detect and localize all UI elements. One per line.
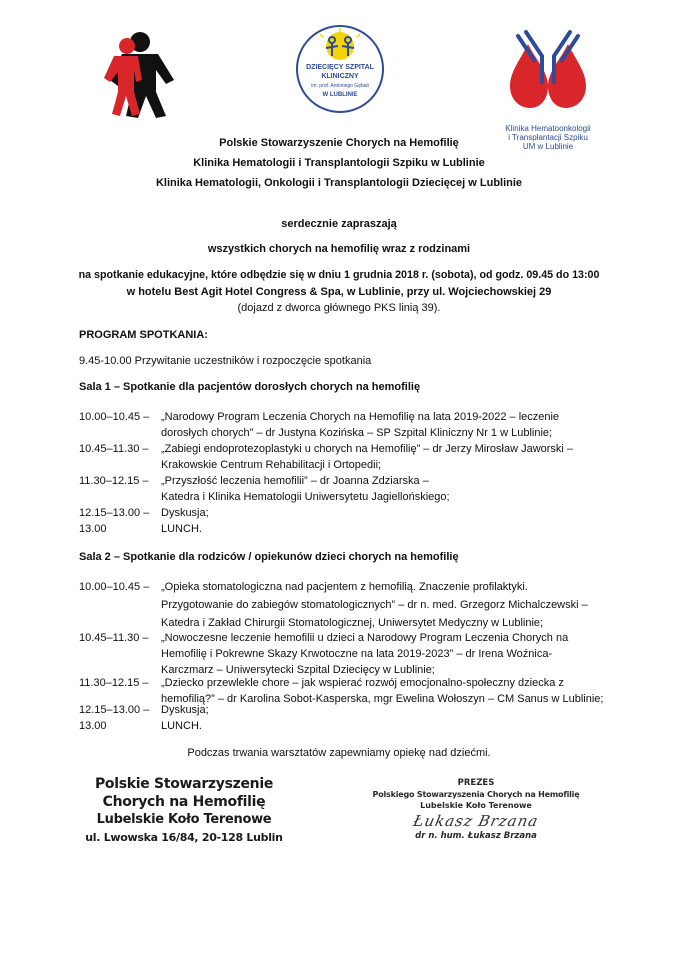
clinic-logo-line-2: i Transplantacji Szpiku — [508, 133, 588, 142]
schedule-line: „Przyszłość leczenia hemofilii” – dr Joanna Zdziarska – — [161, 475, 429, 487]
schedule-description — [161, 718, 631, 734]
schedule-line: Katedra i Zakład Chirurgii Stomatologicznej, Uniwersytet Medyczny w Lublinie; — [161, 617, 544, 629]
invite-line-2: wszystkich chorych na hemofilię wraz z rodzinami — [207, 243, 471, 255]
invite-line-4: w hotelu Best Agit Hotel Congress & Spa, w Lublinie, przy ul. Wojciechowskiej 29 — [126, 286, 552, 298]
schedule-time: 12.15–13.00 – — [79, 704, 150, 716]
schedule-line: Karczmarz – Uniwersytecki Szpital Dziecięcy w Lublinie; — [161, 664, 435, 676]
schedule-description — [161, 702, 631, 718]
signature: Łukasz Brzana — [411, 812, 541, 830]
hemophilia-society-logo — [100, 30, 180, 120]
hospital-logo-name: DZIECIĘCY SZPITAL — [306, 64, 374, 71]
clinic-logo-line-3: UM w Lublinie — [522, 142, 574, 151]
program-opening: 9.45-10.00 Przywitanie uczestników i rozpoczęcie spotkania — [79, 355, 372, 367]
schedule-line: Dyskusja; — [161, 507, 209, 519]
sala1-heading: Sala 1 – Spotkanie dla pacjentów dorosłych chorych na hemofilię — [79, 381, 421, 393]
schedule-line: „Dziecko przewlekle chore – jak wspierać rozwój emocjonalno-społeczny dziecka z — [161, 677, 564, 689]
schedule-line: „Opieka stomatologiczna nad pacjentem z hemofilią. Znaczenie profilaktyki. — [161, 581, 528, 593]
schedule-line: „Zabiegi endoprotezoplastyki u chorych na Hemofilię” – dr Jerzy Mirosław Jaworski – — [161, 443, 574, 455]
invite-line-5: (dojazd z dworca głównego PKS linią 39). — [237, 302, 441, 314]
header-org-3: Klinika Hematologii, Onkologii i Transplantologii Dziecięcej w Lublinie — [155, 177, 523, 189]
stamp-line: ul. Lwowska 16/84, 20-128 Lublin — [85, 831, 283, 844]
stamp-name: dr n. hum. Łukasz Brzana — [415, 831, 537, 841]
schedule-time: 10.45–11.30 – — [79, 632, 149, 644]
schedule-time: 11.30–12.15 – — [79, 677, 149, 689]
schedule-line: Krakowskie Centrum Rehabilitacji i Ortopedii; — [161, 459, 382, 471]
schedule-line: Przygotowanie do zabiegów stomatologicznych” – dr n. med. Grzegorz Michalczewski – — [161, 599, 588, 611]
president-stamp — [366, 778, 586, 842]
invite-line-3: na spotkanie edukacyjne, które odbędzie się w dniu 1 grudnia 2018 r. (sobota), od godz. 09.45 do 13:00 — [78, 269, 600, 281]
schedule-description — [161, 578, 631, 632]
childcare-note: Podczas trwania warsztatów zapewniamy opiekę nad dziećmi. — [187, 747, 491, 759]
stamp-line: Polskie Stowarzyszenie — [94, 776, 274, 792]
schedule-time: 12.15–13.00 – — [79, 507, 150, 519]
schedule-description — [161, 521, 631, 537]
invite-line-1: serdecznie zapraszają — [281, 218, 397, 230]
schedule-line: „Narodowy Program Leczenia Chorych na Hemofilię na lata 2019-2022 – leczenie — [161, 411, 560, 423]
schedule-line: LUNCH. — [161, 523, 202, 535]
schedule-time: 13.00 — [79, 720, 107, 732]
schedule-time: 11.30–12.15 – — [79, 475, 149, 487]
sala2-heading: Sala 2 – Spotkanie dla rodziców / opiekunów dzieci chorych na hemofilię — [79, 551, 459, 563]
stamp-line: Lubelskie Koło Terenowe — [96, 812, 272, 827]
schedule-line: Dyskusja; — [161, 704, 209, 716]
schedule-line: dorosłych chorych” – dr Justyna Kozińska – SP Szpital Kliniczny Nr 1 w Lublinie; — [161, 427, 553, 439]
schedule-line: hemofilią?” – dr Karolina Sobot-Kasperska, mgr Ewelina Wołoszyn – CM Sanus w Lublinie; — [161, 693, 604, 705]
schedule-time: 10.00–10.45 – — [79, 581, 150, 593]
stamp-line: Chorych na Hemofilię — [102, 794, 266, 810]
stamp-branch: Lubelskie Koło Terenowe — [420, 801, 532, 810]
schedule-description — [161, 505, 631, 521]
schedule-line: Katedra i Klinika Hematologii Uniwersytetu Jagiellońskiego; — [161, 491, 450, 503]
schedule-description — [161, 473, 631, 505]
schedule-time: 13.00 — [79, 523, 107, 535]
schedule-line: LUNCH. — [161, 720, 202, 732]
stamp-title: PREZES — [457, 778, 495, 788]
association-stamp — [84, 775, 284, 847]
program-heading: PROGRAM SPOTKANIA: — [79, 329, 208, 341]
schedule-description — [161, 409, 631, 441]
childrens-hospital-logo — [290, 24, 390, 114]
schedule-line: „Nowoczesne leczenie hemofilii u dzieci a Narodowy Program Leczenia Chorych na — [161, 632, 569, 644]
schedule-line: Hemofilię i Pokrewne Skazy Krwotoczne na lata 2019-2023” – dr Irena Woźnica- — [161, 648, 553, 660]
header-org-2: Klinika Hematologii i Transplantologii Szpiku w Lublinie — [193, 157, 485, 169]
schedule-time: 10.45–11.30 – — [79, 443, 149, 455]
hospital-logo-patron: im. prof. Antoniego Gębali — [311, 83, 369, 89]
schedule-time: 10.00–10.45 – — [79, 411, 150, 423]
header-org-1: Polskie Stowarzyszenie Chorych na Hemofilię — [219, 137, 459, 149]
clinic-logo-line-1: Klinika Hematoonkologii — [505, 124, 591, 133]
schedule-description — [161, 630, 631, 678]
hospital-logo-clinic: KLINICZNY — [321, 73, 359, 80]
stamp-org: Polskiego Stowarzyszenia Chorych na Hemofilię — [372, 790, 580, 799]
hospital-logo-city: W LUBLINIE — [322, 92, 358, 98]
schedule-description — [161, 441, 631, 473]
